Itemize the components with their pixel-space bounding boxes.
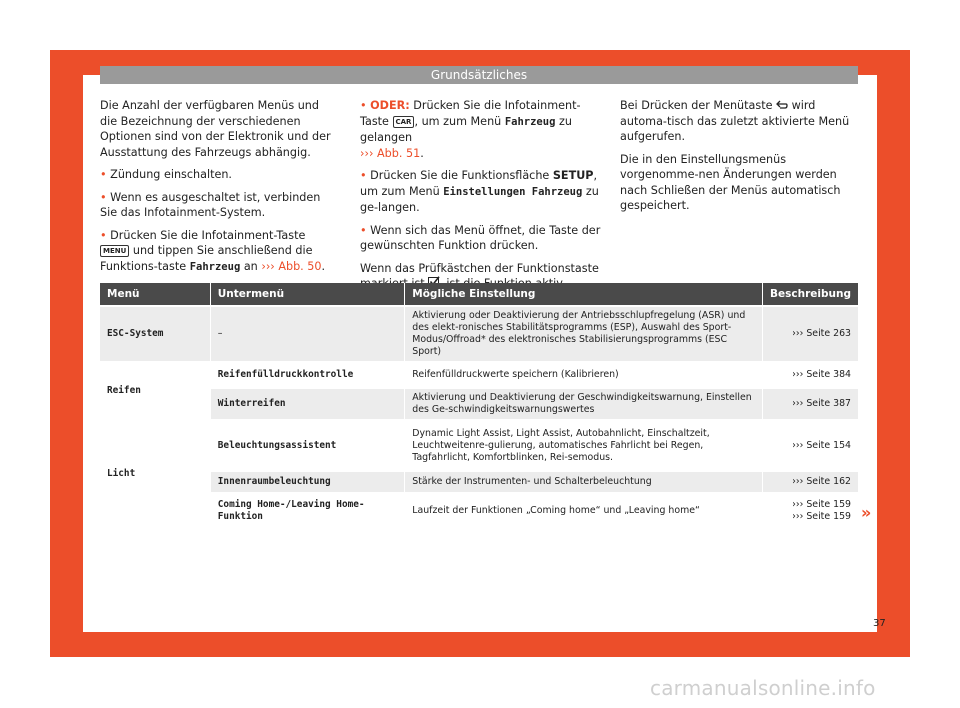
back-arrow-icon — [776, 99, 788, 112]
step-or-car-key: • ODER: Drücken Sie die Infotainment-Taste CAR , um zum Menü Fahrzeug zu gelangen ››› Abb. 51. — [360, 99, 581, 160]
table-row — [100, 493, 858, 527]
menu-cell: Reifen — [100, 362, 210, 420]
column-header-submenu: Untermenü — [210, 283, 404, 306]
table-row — [100, 306, 858, 362]
submenu-cell: Winterreifen — [210, 388, 404, 420]
menu-cell: Licht — [100, 420, 210, 527]
step-ignition: • Zündung einschalten. — [100, 168, 232, 181]
bullet-icon: • — [100, 228, 107, 242]
page-reference-link[interactable]: ››› Seite 162 — [763, 471, 859, 493]
figure-reference-link[interactable]: ››› Abb. 50 — [261, 259, 322, 273]
setting-cell: Stärke der Instrumenten- und Schalterbeleuchtung — [405, 471, 763, 493]
section-title: Grundsätzliches — [100, 66, 858, 84]
settings-table — [100, 283, 858, 527]
table-row — [100, 362, 858, 388]
table-row — [100, 471, 858, 493]
auto-save-note: Die in den Einstellungsmenüs vorgenomme-nen Änderungen werden nach Schließen der Menüs automatisch gespeichert. — [620, 152, 841, 212]
page-reference-cell — [763, 493, 859, 527]
menu-label: Einstellungen Fahrzeug — [443, 185, 583, 198]
submenu-cell: Coming Home-/Leaving Home-Funktion — [210, 493, 404, 527]
step-connect: • Wenn es ausgeschaltet ist, verbinden Sie das Infotainment-System. — [100, 190, 321, 219]
page-reference-link[interactable]: ››› Seite 159 — [792, 498, 851, 510]
page-reference-link[interactable]: ››› Seite 384 — [763, 362, 859, 388]
page-number: 37 — [873, 618, 886, 629]
table-row — [100, 388, 858, 420]
step-select-function: • Wenn sich das Menü öffnet, die Taste der gewünschten Funktion drücken. — [360, 223, 601, 252]
submenu-cell: Beleuchtungsassistent — [210, 420, 404, 471]
bullet-icon: • — [360, 99, 367, 112]
figure-reference-link[interactable]: ››› Abb. 51 — [360, 146, 421, 160]
column-header-description: Beschreibung — [763, 283, 859, 306]
setup-button-label: SETUP — [552, 169, 594, 182]
menu-cell: ESC-System — [100, 306, 210, 362]
menu-key-icon: MENU — [100, 245, 129, 257]
text-column-2 — [360, 98, 602, 299]
text-column-3 — [620, 98, 858, 221]
setting-cell: Dynamic Light Assist, Light Assist, Autobahnlicht, Einschaltzeit, Leuchtweitenre-gulierung, automatisches Fahrlicht bei Regen, Tagfahrlicht, Komfortblinken, Rei-semodus. — [405, 420, 763, 471]
text-column-1 — [100, 98, 332, 282]
watermark: carmanualsonline.info — [650, 676, 876, 700]
setting-cell: Laufzeit der Funktionen „Coming home“ und „Leaving home“ — [405, 493, 763, 527]
bullet-icon: • — [360, 223, 367, 237]
bullet-icon: • — [100, 168, 107, 181]
checkbox-note: Wenn das Prüfkästchen der Funktionstaste — [360, 261, 602, 292]
table-header-row — [100, 283, 858, 306]
setting-cell: Aktivierung und Deaktivierung der Geschwindigkeitswarnung, Einstellen des Ge-schwindigkeitswarnungswertes — [405, 388, 763, 420]
bullet-icon: • — [100, 190, 107, 204]
page-reference-link[interactable]: ››› Seite 154 — [763, 420, 859, 471]
table-row — [100, 420, 858, 471]
page-reference-link[interactable]: ››› Seite 159 — [792, 510, 851, 522]
function-key-label: Fahrzeug — [189, 260, 241, 273]
bullet-icon: • — [360, 169, 367, 182]
page-reference-link[interactable]: ››› Seite 263 — [763, 306, 859, 362]
column-header-menu: Menü — [100, 283, 210, 306]
column-header-setting: Mögliche Einstellung — [405, 283, 763, 306]
setting-cell: Reifenfülldruckwerte speichern (Kalibrieren) — [405, 362, 763, 388]
page-reference-link[interactable]: ››› Seite 387 — [763, 388, 859, 420]
step-setup: • Drücken Sie die Funktionsfläche SETUP, um zum Menü Einstellungen Fahrzeug zu ge-langen. — [360, 169, 599, 214]
menu-key-note: Bei Drücken der Menütaste wird automa-tisch das zuletzt aktivierte Menü aufgerufen. — [620, 99, 850, 143]
submenu-cell: Innenraumbeleuchtung — [210, 471, 404, 493]
submenu-cell: Reifenfülldruckkontrolle — [210, 362, 404, 388]
submenu-cell: – — [210, 306, 404, 362]
car-key-icon: CAR — [393, 116, 415, 128]
step-menu-key: • Drücken Sie die Infotainment-Taste MENU und tippen Sie anschließend die Funktions-taste Fahrzeug an ››› Abb. 50. — [100, 228, 326, 273]
continued-marker: » — [861, 503, 872, 522]
menu-label: Fahrzeug — [504, 115, 556, 128]
setting-cell: Aktivierung oder Deaktivierung der Antriebsschlupfregelung (ASR) und des elekt-ronisches Stabilitätsprogramms (ESP), Auswahl des Sport-Modus/Offroad* des elektronisches Stabilisierungsprogramms (ESC Sport) — [405, 306, 763, 362]
intro-paragraph: Die Anzahl der verfügbaren Menüs und die Bezeichnung der verschiedenen Optionen sind von der Elektronik und der Ausstattung des Fahrzeugs abhängig. — [100, 99, 331, 159]
